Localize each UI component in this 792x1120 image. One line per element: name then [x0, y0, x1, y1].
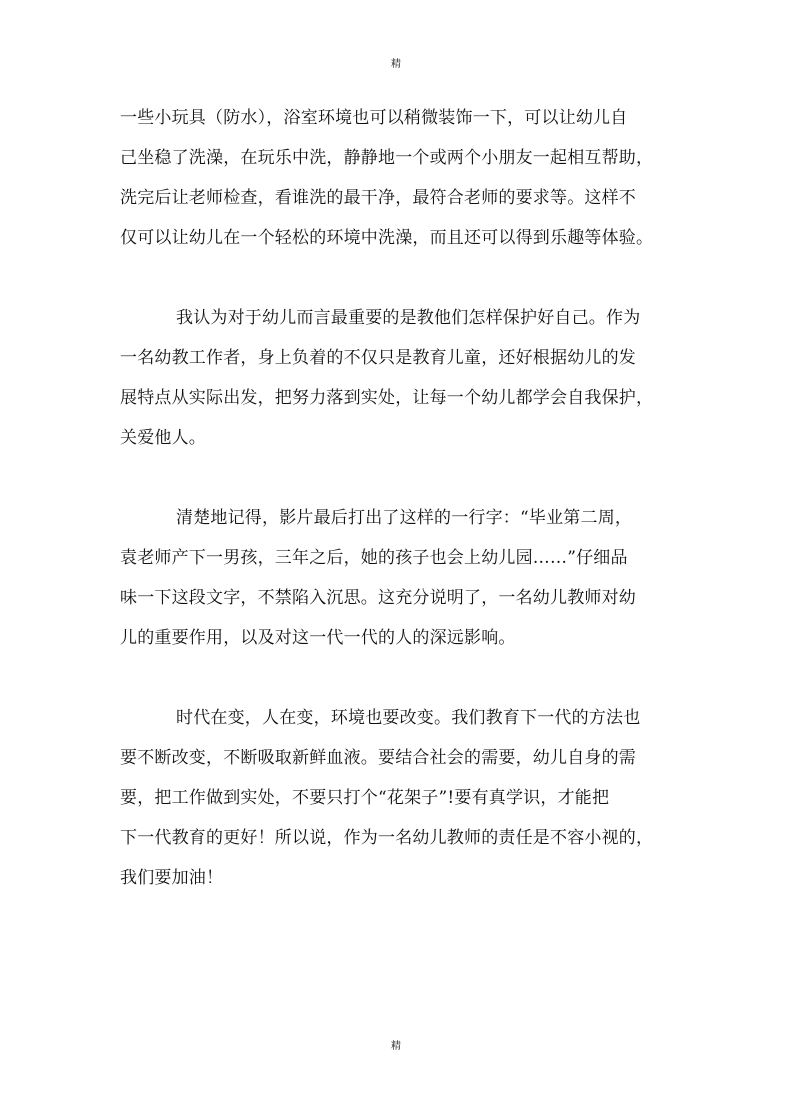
text-line: 袁老师产下一男孩，三年之后，她的孩子也会上幼儿园……”仔细品 — [120, 548, 628, 568]
paragraph-3 — [120, 498, 680, 658]
text-line: 洗完后让老师检查，看谁洗的最干净，最符合老师的要求等。这样不 — [120, 188, 636, 208]
text-line: 关爱他人。 — [120, 428, 206, 448]
page-header: 精 — [391, 59, 401, 70]
page-footer: 精 — [391, 1041, 401, 1052]
text-line: 己坐稳了洗澡，在玩乐中洗，静静地一个或两个小朋友一起相互帮助， — [120, 148, 654, 168]
paragraph-spacer — [120, 258, 680, 298]
text-line: 我们要加油！ — [120, 868, 224, 888]
text-line: 儿的重要作用，以及对这一代一代的人的深远影响。 — [120, 628, 516, 648]
paragraph-4 — [120, 698, 680, 898]
document-body — [120, 98, 680, 898]
text-line: 我认为对于幼儿而言最重要的是教他们怎样保护好自己。作为 — [176, 308, 641, 328]
paragraph-spacer — [120, 658, 680, 698]
text-line: 要不断改变，不断吸取新鲜血液。要结合社会的需要，幼儿自身的需 — [120, 748, 636, 768]
text-line: 一些小玩具（防水），浴室环境也可以稍微装饰一下，可以让幼儿自 — [120, 108, 628, 128]
text-line: 展特点从实际出发，把努力落到实处，让每一个幼儿都学会自我保护， — [120, 388, 654, 408]
paragraph-1 — [120, 98, 680, 258]
text-line: 要，把工作做到实处，不要只打个“花架子”!要有真学识，才能把 — [120, 788, 610, 808]
text-line: 仅可以让幼儿在一个轻松的环境中洗澡，而且还可以得到乐趣等体验。 — [120, 228, 654, 248]
paragraph-spacer — [120, 458, 680, 498]
paragraph-2 — [120, 298, 680, 458]
text-line: 味一下这段文字，不禁陷入沉思。这充分说明了，一名幼儿教师对幼 — [120, 588, 636, 608]
text-line: 一名幼教工作者，身上负着的不仅只是教育儿童，还好根据幼儿的发 — [120, 348, 636, 368]
text-line: 清楚地记得，影片最后打出了这样的一行字：“毕业第二周， — [176, 508, 633, 528]
text-line: 时代在变，人在变，环境也要改变。我们教育下一代的方法也 — [176, 708, 641, 728]
text-line: 下一代教育的更好！所以说，作为一名幼儿教师的责任是不容小视的， — [120, 828, 654, 848]
